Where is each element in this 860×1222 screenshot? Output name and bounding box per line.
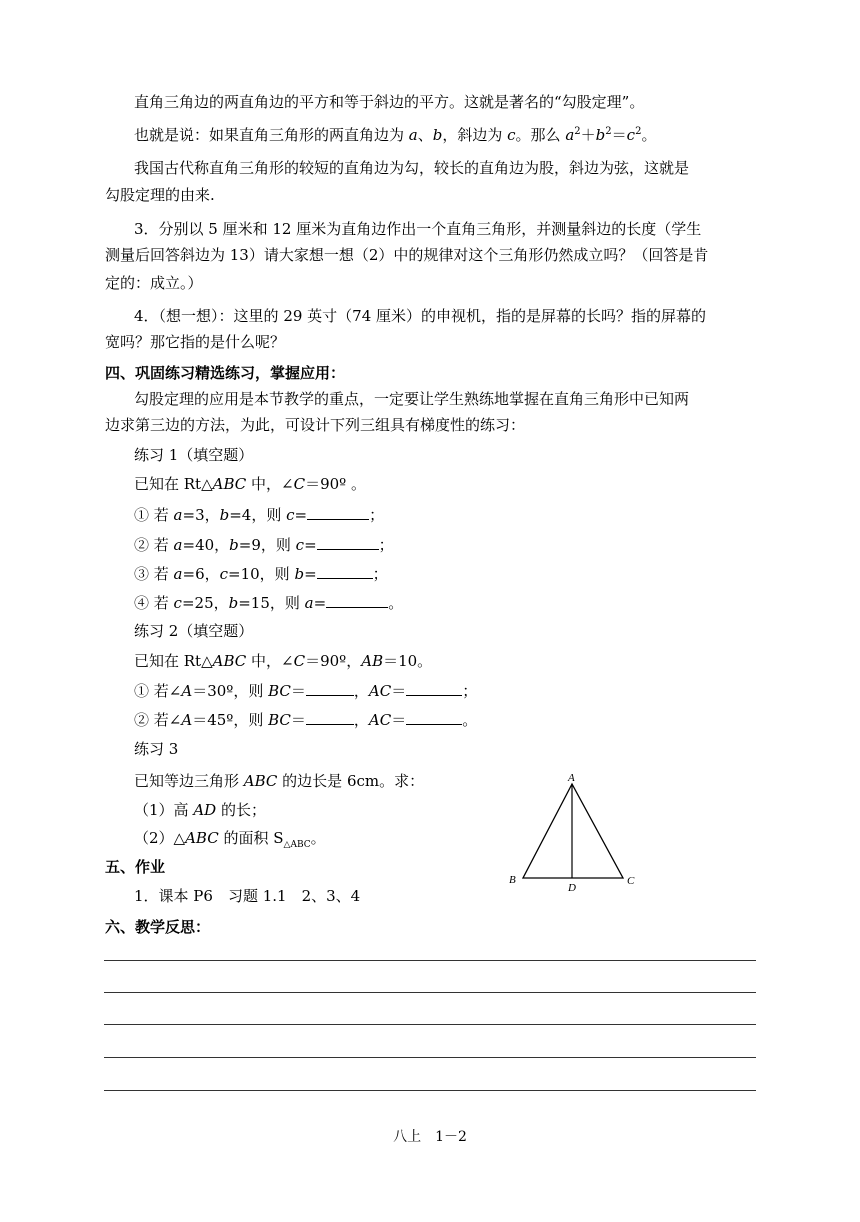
page-footer: 八上 1－2 xyxy=(393,1129,467,1145)
answer-blank[interactable] xyxy=(307,505,369,520)
paragraph-theorem-statement: 直角三角边的两直角边的平方和等于斜边的平方。这就是著名的“勾股定理”。 xyxy=(134,93,645,111)
exercise-1-item-1: ① 若 a=3，b=4，则 c= ； xyxy=(134,506,385,524)
vertex-label-a: A xyxy=(568,772,575,784)
reflection-line[interactable] xyxy=(104,1057,756,1058)
paragraph-history-line1: 我国古代称直角三角形的较短的直角边为勾，较长的直角边为股，斜边为弦，这就是 xyxy=(134,159,690,177)
exercise-1-item-3: ③ 若 a=6，c=10，则 b= ； xyxy=(134,565,388,583)
exercise-2-given: 已知在 Rt△ABC 中，∠C＝90º，AB＝10。 xyxy=(134,652,433,670)
triangle-figure xyxy=(505,768,645,894)
vertex-label-d: D xyxy=(568,882,576,894)
section-5-heading: 五、作业 xyxy=(105,858,166,876)
section-4-para-line2: 边求第三边的方法，为此，可设计下列三组具有梯度性的练习： xyxy=(105,416,526,434)
answer-blank[interactable] xyxy=(317,535,379,550)
reflection-line[interactable] xyxy=(104,1024,756,1025)
homework-item: 1．课本 P6 习题 1.1 2、3、4 xyxy=(134,887,361,905)
vertex-label-c: C xyxy=(627,875,635,887)
answer-blank[interactable] xyxy=(406,681,462,696)
exercise-1-item-4: ④ 若 c=25，b=15，则 a= 。 xyxy=(134,594,404,612)
answer-blank[interactable] xyxy=(306,710,354,725)
exercise-3-question-2: （2）△ABC 的面积 $S_{\triangle ABC}$。 xyxy=(134,829,326,850)
section-4-heading: 四、巩固练习精选练习，掌握应用： xyxy=(105,364,346,382)
answer-blank[interactable] xyxy=(326,593,388,608)
answer-blank[interactable] xyxy=(406,710,462,725)
reflection-line[interactable] xyxy=(104,960,756,961)
exercise-3-question-1: （1）高 AD 的长； xyxy=(134,801,266,819)
exercise-3-title: 练习 3 xyxy=(134,740,179,758)
reflection-line[interactable] xyxy=(104,992,756,993)
item-3-line1: 3．分别以 5 厘米和 12 厘米为直角边作出一个直角三角形，并测量斜边的长度（学生 xyxy=(134,220,702,238)
exercise-2-item-2: ② 若∠A＝45º，则 BC＝ ，AC＝ 。 xyxy=(134,711,478,729)
exercise-1-given: 已知在 Rt△ABC 中，∠C＝90º 。 xyxy=(134,475,367,493)
exercise-1-title: 练习 1（填空题） xyxy=(134,446,254,464)
item-4-line2: 宽吗？那它指的是什么呢？ xyxy=(105,333,286,351)
item-3-line2: 测量后回答斜边为 13）请大家想一想（2）中的规律对这个三角形仍然成立吗？（回答是肯 xyxy=(105,246,709,264)
paragraph-history-line2: 勾股定理的由来. xyxy=(105,186,215,204)
exercise-3-given: 已知等边三角形 ABC 的边长是 6cm。求： xyxy=(134,772,425,790)
section-4-para-line1: 勾股定理的应用是本节教学的重点，一定要让学生熟练地掌握在直角三角形中已知两 xyxy=(134,390,690,408)
answer-blank[interactable] xyxy=(317,564,373,579)
exercise-1-item-2: ② 若 a=40，b=9，则 c= ； xyxy=(134,536,394,554)
exercise-2-title: 练习 2（填空题） xyxy=(134,622,254,640)
item-3-line3: 定的：成立。） xyxy=(105,274,203,292)
vertex-label-b: B xyxy=(509,874,516,886)
reflection-line[interactable] xyxy=(104,1090,756,1091)
triangle-abc xyxy=(523,784,623,878)
item-4-line1: 4．（想一想）：这里的 29 英寸（74 厘米）的申视机，指的是屏幕的长吗？指的屏幕的 xyxy=(134,307,707,325)
exercise-2-item-1: ① 若∠A＝30º，则 BC＝ ，AC＝ ； xyxy=(134,682,478,700)
answer-blank[interactable] xyxy=(306,681,354,696)
section-6-heading: 六、教学反思： xyxy=(105,918,211,936)
paragraph-formula: 也就是说：如果直角三角形的两直角边为 a、b，斜边为 c。那么 $a^2+b^2=c^2$。 xyxy=(134,126,657,144)
